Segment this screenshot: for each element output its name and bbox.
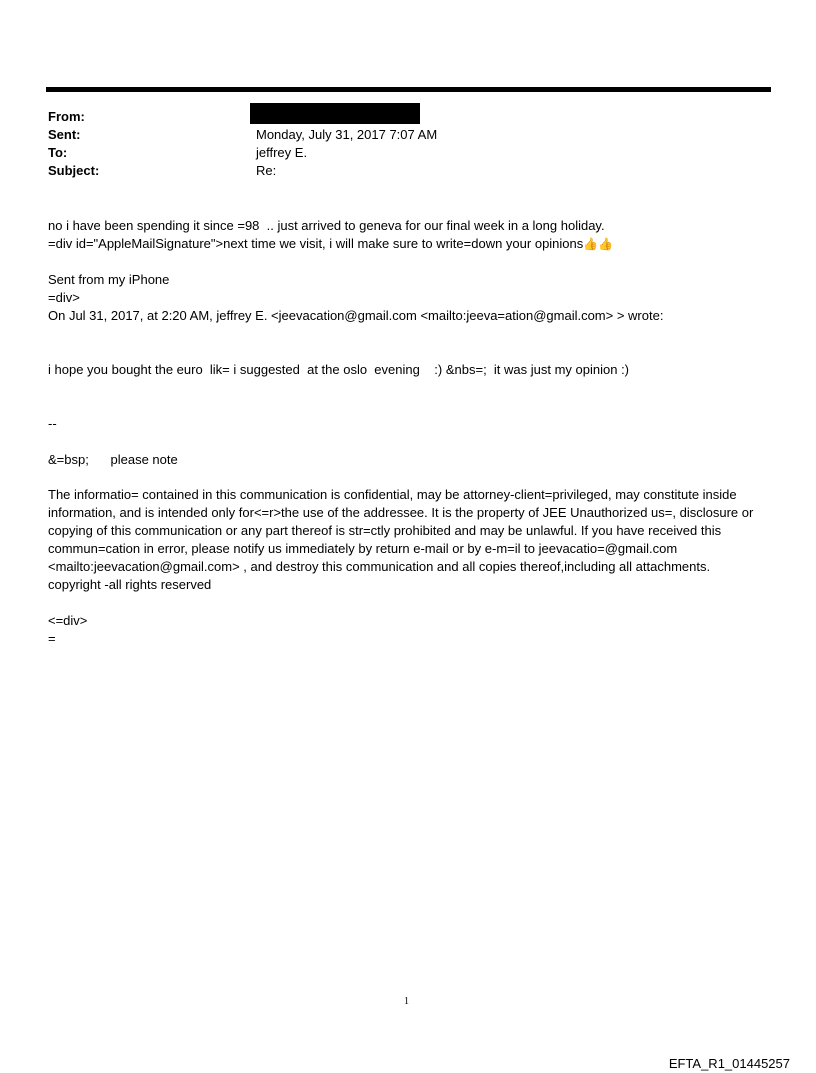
redaction-block: [250, 103, 420, 124]
from-label: From:: [48, 109, 85, 124]
please-note-line: &=bsp; please note: [48, 452, 178, 467]
disclaimer-paragraph: The informatio= contained in this communication is confidential, may be attorney-client=privileged, may constitute inside information, and is intended only for<=r>the use of the addressee. It is the property of JEE Unauthorized us=, disclosure or copying of this communication or any part thereof is str=ctly prohibited and may be unlawful. If you have received this commun=cation in error, please notify us immediately by return e-mail or by e-m=il to jeevacatio=@gmail.com <mailto:jeevacation@gmail.com> , and destroy this communication and all copies thereof,including all attachments. copyright -all rights reserved: [48, 487, 754, 592]
sent-value: Monday, July 31, 2017 7:07 AM: [256, 127, 438, 142]
signature-line: =div id="AppleMailSignature">next time we visit, i will make sure to write=down your opinions: [48, 236, 584, 251]
subject-label: Subject:: [48, 163, 100, 178]
header-rule: [46, 87, 771, 92]
subject-value: Re:: [256, 163, 277, 178]
document-id: EFTA_R1_01445257: [668, 1056, 790, 1071]
div-tag-line: =div>: [48, 290, 80, 305]
sent-label: Sent:: [48, 127, 81, 142]
close-div-line: <=div>: [48, 613, 88, 628]
to-label: To:: [48, 145, 68, 160]
page-number: 1: [404, 996, 409, 1007]
body-line-2: [48, 235, 613, 253]
on-wrote-line: On Jul 31, 2017, at 2:20 AM, jeffrey E. <jeevacation@gmail.com <mailto:jeeva=ation@gmail.com> > wrote:: [48, 308, 664, 323]
quoted-line: i hope you bought the euro lik= i suggested at the oslo evening :) &nbs=; it was just my opinion :): [48, 362, 630, 377]
signature-dashes: --: [48, 416, 57, 431]
equals-line: =: [48, 631, 56, 646]
to-value: jeffrey E.: [256, 145, 308, 160]
sent-from-line: Sent from my iPhone: [48, 272, 170, 287]
body-line-1: no i have been spending it since =98 .. just arrived to geneva for our final week in a long holiday.: [48, 218, 605, 233]
thumbs-up-icon: 👍👍: [583, 237, 614, 251]
